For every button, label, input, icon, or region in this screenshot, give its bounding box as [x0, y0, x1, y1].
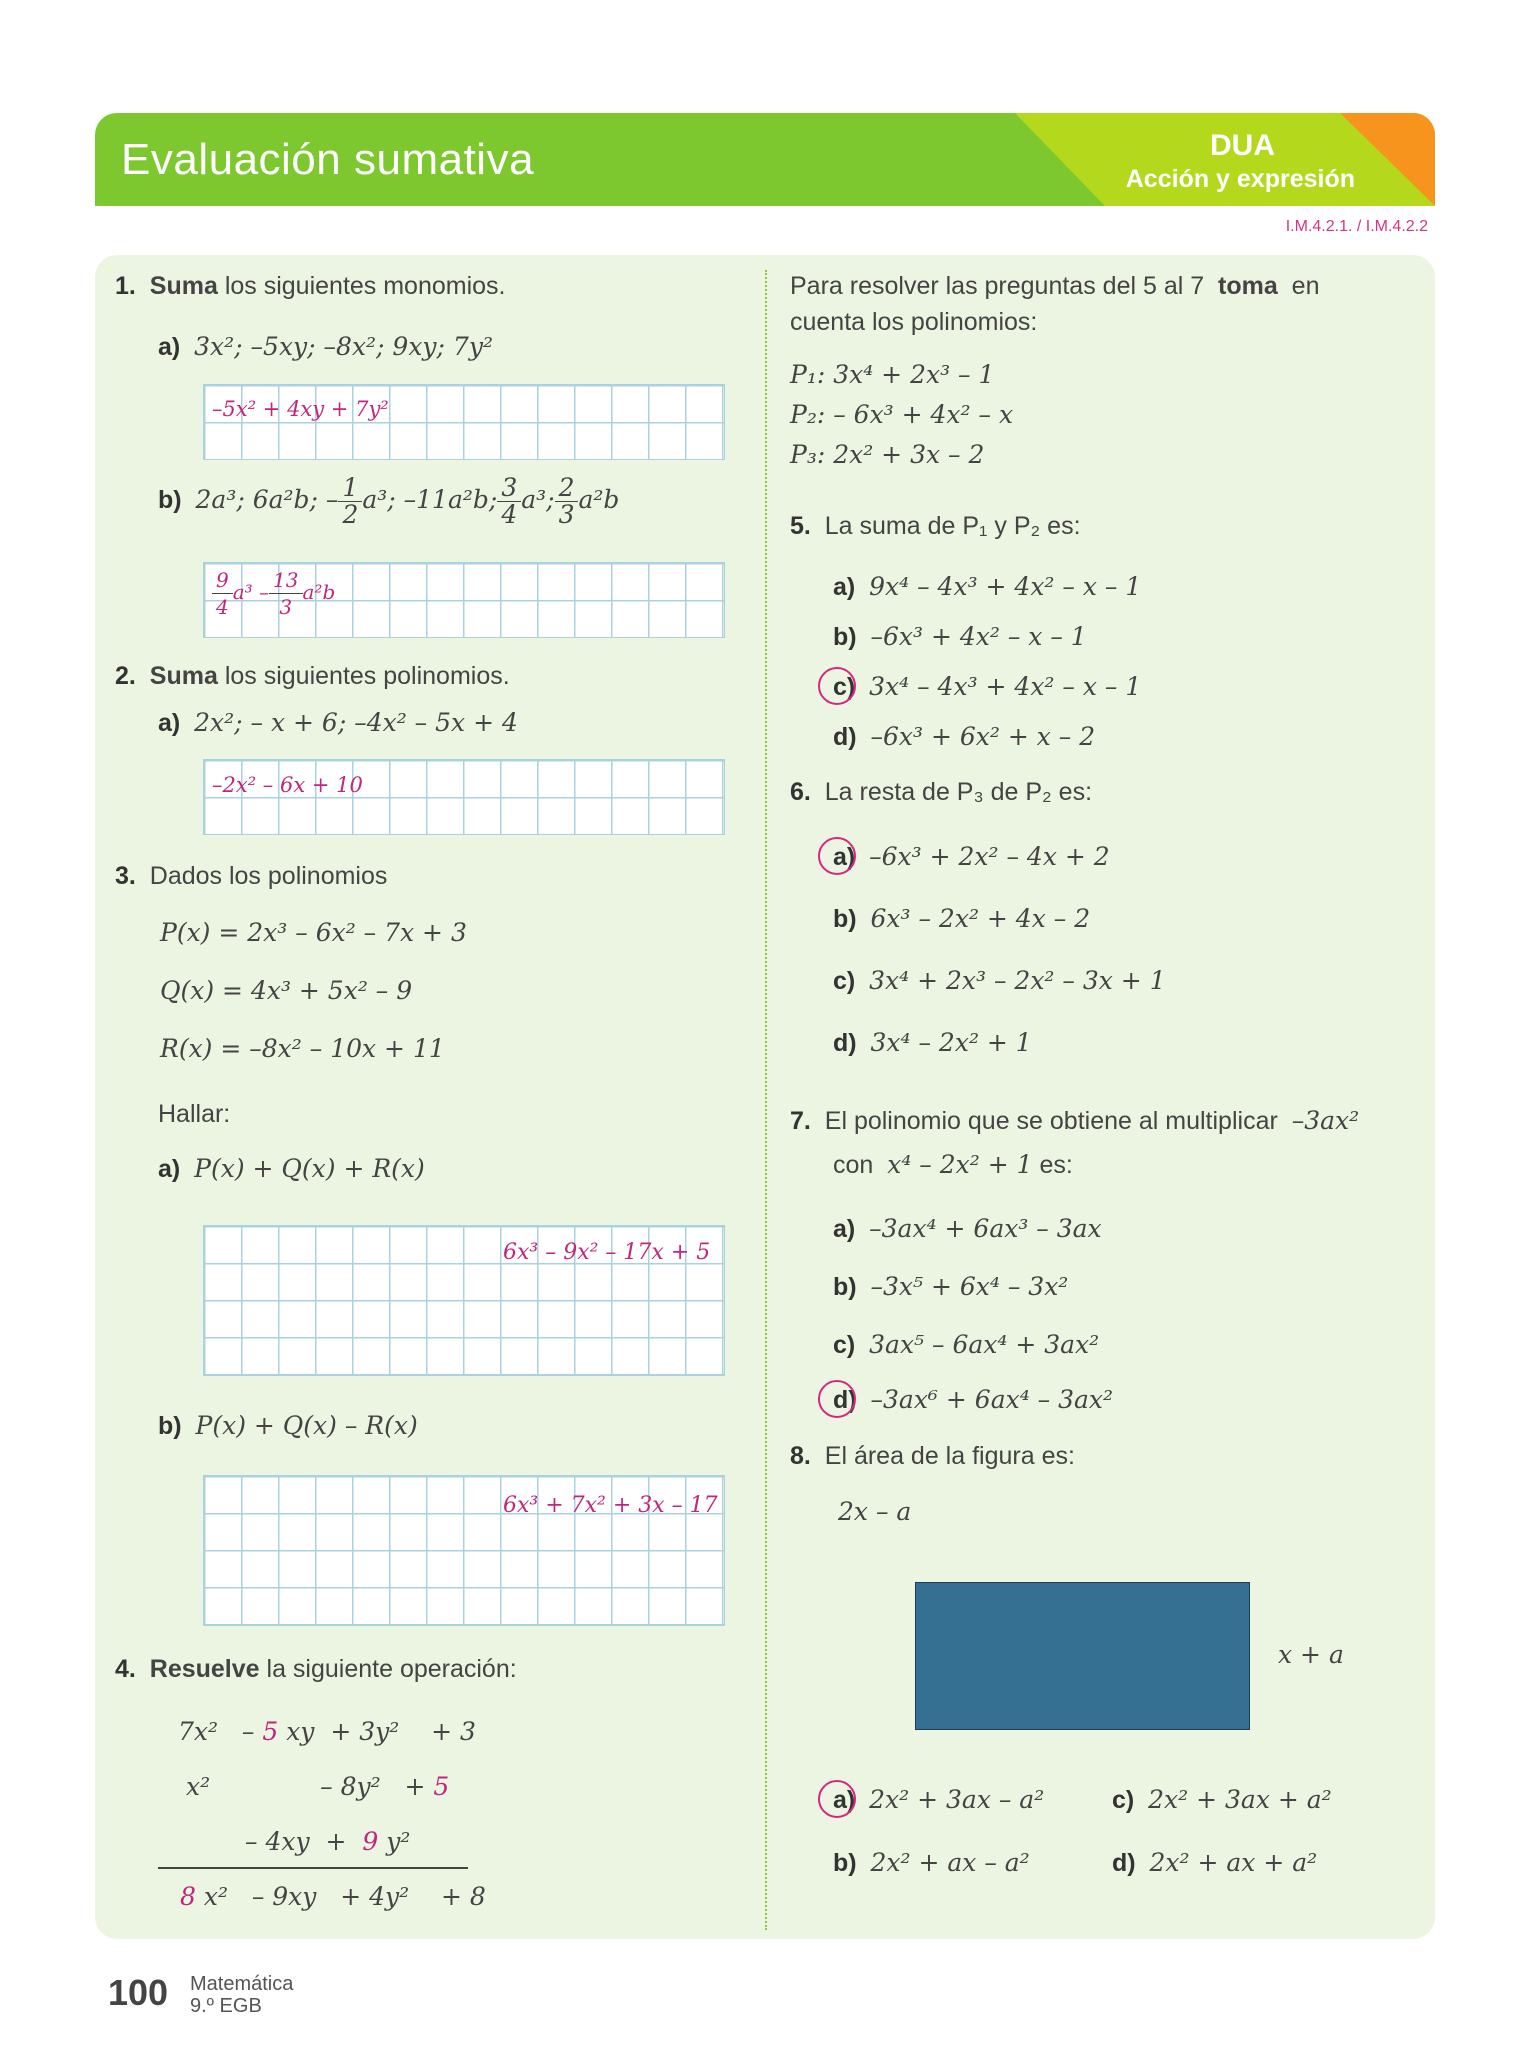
q7-option-a[interactable]: a) –3ax⁴ + 6ax³ – 3ax	[833, 1214, 1102, 1243]
q2a-answer-grid	[203, 759, 725, 835]
footer-subject: Matemática 9.º EGB	[190, 1973, 294, 2017]
intro-p2: P₂: – 6x³ + 4x² – x	[790, 400, 1014, 429]
q7-answer-circle	[818, 1380, 856, 1418]
q1a: a) 3x²; –5xy; –8x²; 9xy; 7y²	[158, 332, 493, 361]
q3b: b) P(x) + Q(x) – R(x)	[158, 1411, 418, 1440]
q3-heading: 3. Dados los polinomios	[115, 862, 388, 890]
q6-answer-circle	[818, 837, 856, 875]
q7-option-b[interactable]: b) –3x⁵ + 6x⁴ – 3x²	[833, 1272, 1069, 1301]
q1b-answer: $\frac{9}{4}$ a³ – $\frac{13}{3}$ a²b	[212, 567, 335, 620]
q7-option-d[interactable]: d) –3ax⁶ + 6ax⁴ – 3ax²	[833, 1385, 1114, 1414]
q5-option-d[interactable]: d) –6x³ + 6x² + x – 2	[833, 722, 1096, 751]
q8-rectangle	[915, 1582, 1250, 1730]
q7-line2: con x⁴ – 2x² + 1 es:	[833, 1150, 1073, 1179]
q5-answer-circle	[818, 667, 856, 705]
q4-row1: 7x² – 5 xy + 3y² + 3	[178, 1717, 476, 1746]
q7-line1: 7. El polinomio que se obtiene al multiplicar –3ax²	[790, 1106, 1360, 1135]
intro-p1: P₁: 3x⁴ + 2x³ – 1	[790, 360, 995, 389]
q3-r: R(x) = –8x² – 10x + 11	[160, 1034, 445, 1063]
q4-row3: – 4xy + 9 y²	[245, 1827, 411, 1856]
q5-option-a[interactable]: a) 9x⁴ – 4x³ + 4x² – x – 1	[833, 572, 1142, 601]
q6-option-d[interactable]: d) 3x⁴ – 2x² + 1	[833, 1028, 1032, 1057]
curriculum-code: I.M.4.2.1. / I.M.4.2.2	[1285, 218, 1428, 235]
q8-option-d[interactable]: d) 2x² + ax + a²	[1112, 1848, 1318, 1877]
q4-heading: 4. Resuelve la siguiente operación:	[115, 1655, 517, 1683]
page-number: 100	[108, 1972, 169, 2013]
column-divider	[765, 270, 767, 1930]
page-title: Evaluación sumativa	[121, 135, 535, 184]
q6-option-b[interactable]: b) 6x³ – 2x² + 4x – 2	[833, 904, 1091, 933]
q3a: a) P(x) + Q(x) + R(x)	[158, 1154, 425, 1183]
q3a-answer: 6x³ – 9x² – 17x + 5	[503, 1240, 711, 1265]
q3-q: Q(x) = 4x³ + 5x² – 9	[160, 976, 413, 1005]
q7-option-c[interactable]: c) 3ax⁵ – 6ax⁴ + 3ax²	[833, 1330, 1100, 1359]
q4-row4: 8 x² – 9xy + 4y² + 8	[180, 1882, 486, 1911]
q6-option-c[interactable]: c) 3x⁴ + 2x³ – 2x² – 3x + 1	[833, 966, 1166, 995]
intro-p3: P₃: 2x² + 3x – 2	[790, 440, 985, 469]
q2-heading: 2. Suma los siguientes polinomios.	[115, 662, 510, 690]
q8-top-label: 2x – a	[838, 1497, 912, 1526]
dua-badge: DUA	[1210, 129, 1275, 162]
q3-p: P(x) = 2x³ – 6x² – 7x + 3	[160, 918, 467, 947]
q5-heading: 5. La suma de P₁ y P₂ es:	[790, 512, 1081, 540]
q4-sum-line	[158, 1867, 468, 1869]
q1a-answer-grid	[203, 384, 725, 460]
header-banner	[95, 113, 1435, 206]
q8-heading: 8. El área de la figura es:	[790, 1442, 1075, 1470]
q8-answer-circle	[818, 1780, 856, 1818]
q5-option-b[interactable]: b) –6x³ + 4x² – x – 1	[833, 622, 1087, 651]
q2a: a) 2x²; – x + 6; –4x² – 5x + 4	[158, 708, 518, 737]
q3-hallar: Hallar:	[158, 1100, 231, 1128]
intro-line2: cuenta los polinomios:	[790, 308, 1038, 336]
q8-option-c[interactable]: c) 2x² + 3ax + a²	[1112, 1785, 1332, 1814]
q1-heading: 1. Suma los siguientes monomios.	[115, 272, 506, 300]
q2a-answer: –2x² – 6x + 10	[212, 773, 363, 797]
q1b: b) 2a³; 6a²b; – $\frac{1}{2}$ a³; –11a²b; $\frac{3}{4}$ a³; $\frac{2}{3}$ a²b	[158, 473, 620, 529]
q1a-answer: –5x² + 4xy + 7y²	[212, 397, 389, 421]
q3b-answer: 6x³ + 7x² + 3x – 17	[503, 1493, 718, 1518]
q6-heading: 6. La resta de P₃ de P₂ es:	[790, 778, 1093, 806]
q4-row2: x² – 8y² + 5	[186, 1772, 450, 1801]
q8-side-label: x + a	[1278, 1640, 1344, 1669]
q6-option-a[interactable]: a) –6x³ + 2x² – 4x + 2	[833, 842, 1110, 871]
intro-line1: Para resolver las preguntas del 5 al 7 toma en	[790, 272, 1320, 300]
dua-subtitle: Acción y expresión	[1125, 165, 1355, 193]
q8-option-a[interactable]: a) 2x² + 3ax – a²	[833, 1785, 1045, 1814]
q5-option-c[interactable]: c) 3x⁴ – 4x³ + 4x² – x – 1	[833, 672, 1142, 701]
q8-option-b[interactable]: b) 2x² + ax – a²	[833, 1848, 1030, 1877]
